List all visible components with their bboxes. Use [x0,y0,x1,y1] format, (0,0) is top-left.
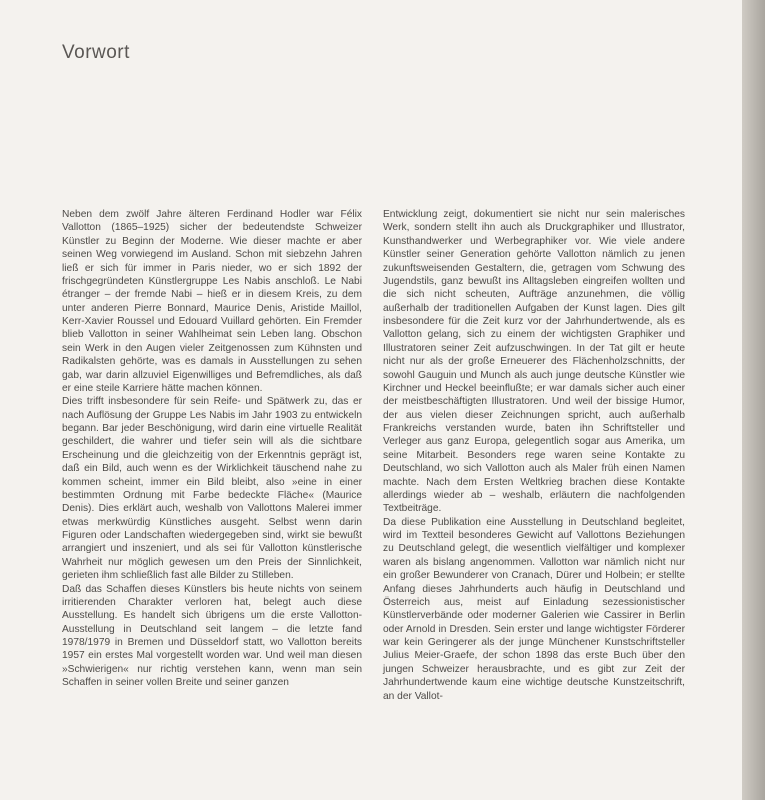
text-column-right [383,208,685,703]
paragraph: Da diese Publikation eine Ausstellung in Deutschland begleitet, wird im Textteil besonderes Gewicht auf Vallottons Beziehungen zu Deutschland gelegt, die wesentlich vielfältiger und komplexer waren als bislang angenommen. Vallotton war nämlich nicht nur ein großer Bewunderer von Cranach, Dürer und Holbein; er stellte Anfang dieses Jahrhunderts auch häufig in Deutschland und Österreich aus, meist auf Einladung sezessionistischer Künstlerverbände oder moderner Galerien wie Cassirer in Berlin oder Arnold in Dresden. Sein erster und lange wichtigster Förderer war kein Geringerer als der junge Münchener Kunstschriftsteller Julius Meier-Graefe, der schon 1898 das erste Buch über den jungen Schweizer herausbrachte, und es gibt zur Zeit der Jahrhundertwende kaum eine wichtige deutsche Kunstzeitschrift, an der Vallot- [383,516,685,702]
paragraph: Dies trifft insbesondere für sein Reife- und Spätwerk zu, das er nach Auflösung der Gruppe Les Nabis im Jahr 1903 zu entwickeln begann. Bar jeder Beschönigung, wird darin eine virtuelle Realität geschildert, die wahrer und tiefer sein will als die sichtbare Erscheinung und die gleichzeitig von der Erkenntnis geprägt ist, daß ein Bild, auch wenn es der Wirklichkeit täuschend nahe zu kommen scheint, immer ein Bild bleibt, also »eine in einer bestimmten Ordnung mit Farbe bedeckte Fläche« (Maurice Denis). Dies erklärt auch, weshalb von Vallottons Malerei immer etwas merkwürdig Künstliches ausgeht. Selbst wenn darin Figuren oder Landschaften wiedergegeben sind, wirkt sie bewußt arrangiert und inszeniert, und als sei für Vallotton künstlerische Wahrheit nur möglich gewesen um den Preis der Sinnlichkeit, gerieten ihm schließlich fast alle Bilder zu Stilleben. [62,396,362,582]
page-title: Vorwort [62,42,130,63]
book-gutter [742,0,765,800]
paragraph: Daß das Schaffen dieses Künstlers bis heute nichts von seinem irritierenden Charakter verloren hat, belegt auch diese Ausstellung. Es handelt sich übrigens um die erste Vallotton-Ausstellung in Deutschland seit langem – die letzte fand 1978/1979 in Bremen und Düsseldorf statt, wo Vallotton bereits 1957 ein erstes Mal vorgestellt worden war. Und weil man diesen »Schwierigen« nur richtig verstehen kann, wenn man sein Schaffen in seiner vollen Breite und seiner ganzen [62,583,362,689]
paragraph: Neben dem zwölf Jahre älteren Ferdinand Hodler war Félix Vallotton (1865–1925) sicher der bedeutendste Schweizer Künstler zu Beginn der Moderne. Wie dieser machte er aber seinen Weg vorwiegend im Ausland. Schon mit siebzehn Jahren ließ er sich für immer in Paris nieder, wo er sich 1892 der frischgegründeten Künstlergruppe Les Nabis anschloß. Le Nabi étranger – der fremde Nabi – hieß er in diesem Kreis, zu dem unter anderen Pierre Bonnard, Maurice Denis, Aristide Maillol, Kerr-Xavier Roussel und Edouard Vuillard gehörten. Ein Fremder blieb Vallotton in seiner Wahlheimat sein Leben lang. Obschon sein Werk in den Augen vieler Zeitgenossen zum Kühnsten und Radikalsten gehörte, was es damals in Ausstellungen zu sehen gab, war darin allzuviel Eigenwilliges und Befremdliches, als daß er eine steile Karriere hätte machen können. [62,209,362,394]
text-column-left [62,208,362,690]
paragraph: Entwicklung zeigt, dokumentiert sie nicht nur sein malerisches Werk, sondern stellt ihn auch als Druckgraphiker und Illustrator, Kunsthandwerker und Werbegraphiker vor. Wie viele andere Künstler seiner Generation gehörte Vallotton nämlich zu jenen zukunftsweisenden Gestaltern, die, getragen vom Schwung des Jugendstils, ganz bewußt ins Alltagsleben eingreifen wollten und die sich nicht scheuten, Aufträge anzunehmen, die völlig außerhalb der traditionellen Aufgaben der Kunst lagen. Dies gilt insbesondere für die Zeit kurz vor der Jahrhundertwende, als es Vallotton gelang, sich zu einem der wichtigsten Graphiker und Illustratoren seiner Zeit aufzuschwingen. In der Tat gilt er heute nicht nur als der große Erneuerer des Flächenholzschnitts, der sowohl Gauguin und Munch als auch junge deutsche Künstler wie Kirchner und Heckel beeinflußte; er war damals sicher auch einer der meistbeschäftigten Illustratoren. Und weil der bissige Humor, der aus vielen dieser Zeichnungen spricht, auch außerhalb Frankreichs verstanden wurde, baten ihn Schriftsteller und Verleger aus ganz Europa, gelegentlich sogar aus Amerika, um seine Mitarbeit. Besonders rege waren seine Kontakte zu Deutschland, wo sich Vallotton auch als Maler früh einen Namen machte. Nach dem Ersten Weltkrieg brachen diese Kontakte allerdings wieder ab – weshalb, erläutern die nachfolgenden Textbeiträge. [383,209,685,515]
